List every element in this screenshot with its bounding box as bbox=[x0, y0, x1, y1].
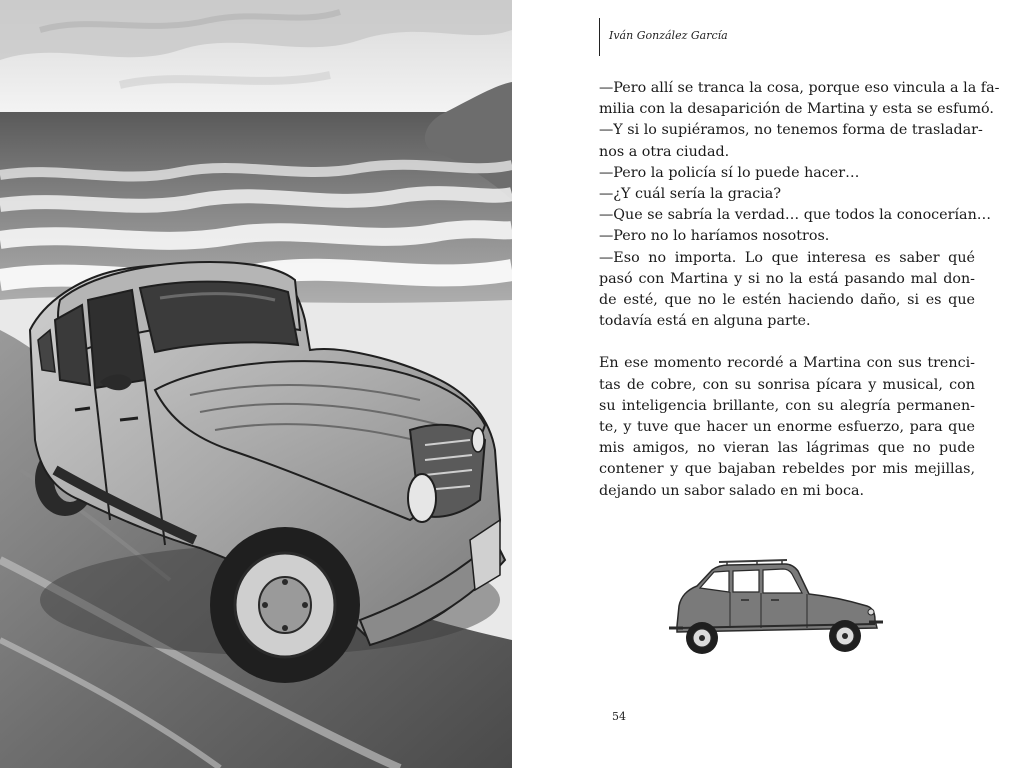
text-line: —Que se sabría la verdad… que todos la conocerían… bbox=[599, 207, 992, 224]
body-text bbox=[599, 78, 1000, 502]
paragraph-gap bbox=[599, 332, 975, 353]
text-line: —Pero allí se tranca la cosa, porque eso vincula a la fa- bbox=[599, 80, 1000, 96]
text-line: pasó con Martina y si no la está pasando mal don- bbox=[599, 270, 975, 287]
small-car-icon bbox=[657, 556, 887, 660]
running-head: Iván González García bbox=[609, 29, 728, 42]
text-line: En ese momento recordé a Martina con sus trenci- bbox=[599, 355, 975, 372]
text-line: milia con la desaparición de Martina y esta se esfumó. bbox=[599, 101, 994, 118]
header-rule bbox=[599, 18, 600, 56]
text-line: —Pero no lo haríamos nosotros. bbox=[599, 228, 830, 245]
text-line: —¿Y cuál sería la gracia? bbox=[599, 185, 781, 202]
text-line: nos a otra ciudad. bbox=[599, 143, 730, 160]
page-number: 54 bbox=[612, 710, 626, 723]
text-line: contener y que bajaban rebeldes por mis mejillas, bbox=[599, 461, 975, 478]
text-line: dejando un sabor salado en mi boca. bbox=[599, 482, 865, 499]
text-line: mis amigos, no vieran las lágrimas que no pude bbox=[599, 440, 975, 457]
text-line: tas de cobre, con su sonrisa pícara y musical, con bbox=[599, 376, 975, 393]
text-line: —Pero la policía sí lo puede hacer… bbox=[599, 164, 860, 181]
text-line: —Y si lo supiéramos, no tenemos forma de trasladar- bbox=[599, 122, 983, 139]
text-line: —Eso no importa. Lo que interesa es saber qué bbox=[599, 249, 975, 266]
text-line: te, y tuve que hacer un enorme esfuerzo, para que bbox=[599, 419, 975, 435]
text-line: todavía está en alguna parte. bbox=[599, 313, 811, 330]
text-line: su inteligencia brillante, con su alegría permanen- bbox=[599, 397, 975, 414]
text-line: de esté, que no le estén haciendo daño, si es que bbox=[599, 291, 975, 308]
right-page bbox=[512, 0, 1024, 768]
front-wheel bbox=[210, 527, 360, 683]
